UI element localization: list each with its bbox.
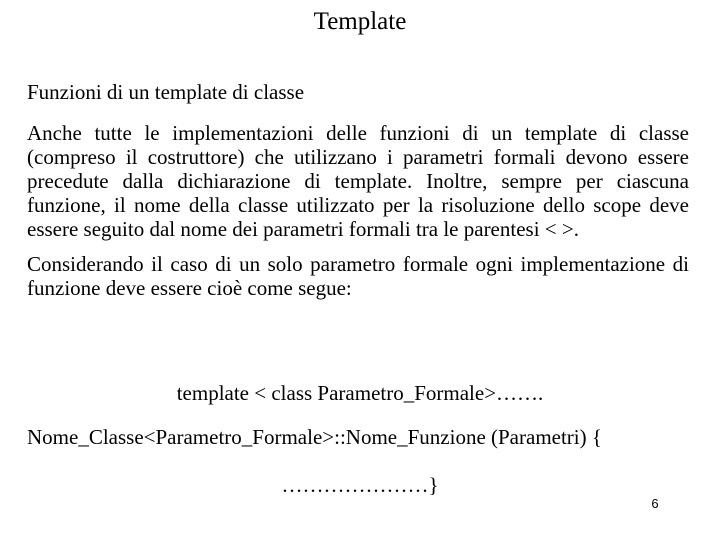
- code-function-signature: Nome_Classe<Parametro_Formale>::Nome_Funzione (Parametri) {: [27, 425, 602, 449]
- paragraph-explanation: Anche tutte le implementazioni delle funzioni di un template di classe (compreso il costruttore) che utilizzano i parametri formali devono essere precedute dalla dichiarazione di template. Inoltre, sempre per ciascuna funzione, il nome della classe utilizzato per la risoluzione dello scope deve essere seguito dal nome dei parametri formali tra le parentesi < >.: [27, 121, 689, 241]
- paragraph-example-intro: Considerando il caso di un solo parametro formale ogni implementazione di funzione deve essere cioè come segue:: [27, 252, 689, 300]
- code-function-body: …………………}: [281, 473, 439, 497]
- section-subtitle: Funzioni di un template di classe: [27, 80, 305, 104]
- page-number: 6: [651, 496, 659, 511]
- slide-content: [27, 80, 689, 300]
- slide-title: Template: [313, 8, 407, 35]
- code-template-declaration: template < class Parametro_Formale>…….: [176, 381, 544, 405]
